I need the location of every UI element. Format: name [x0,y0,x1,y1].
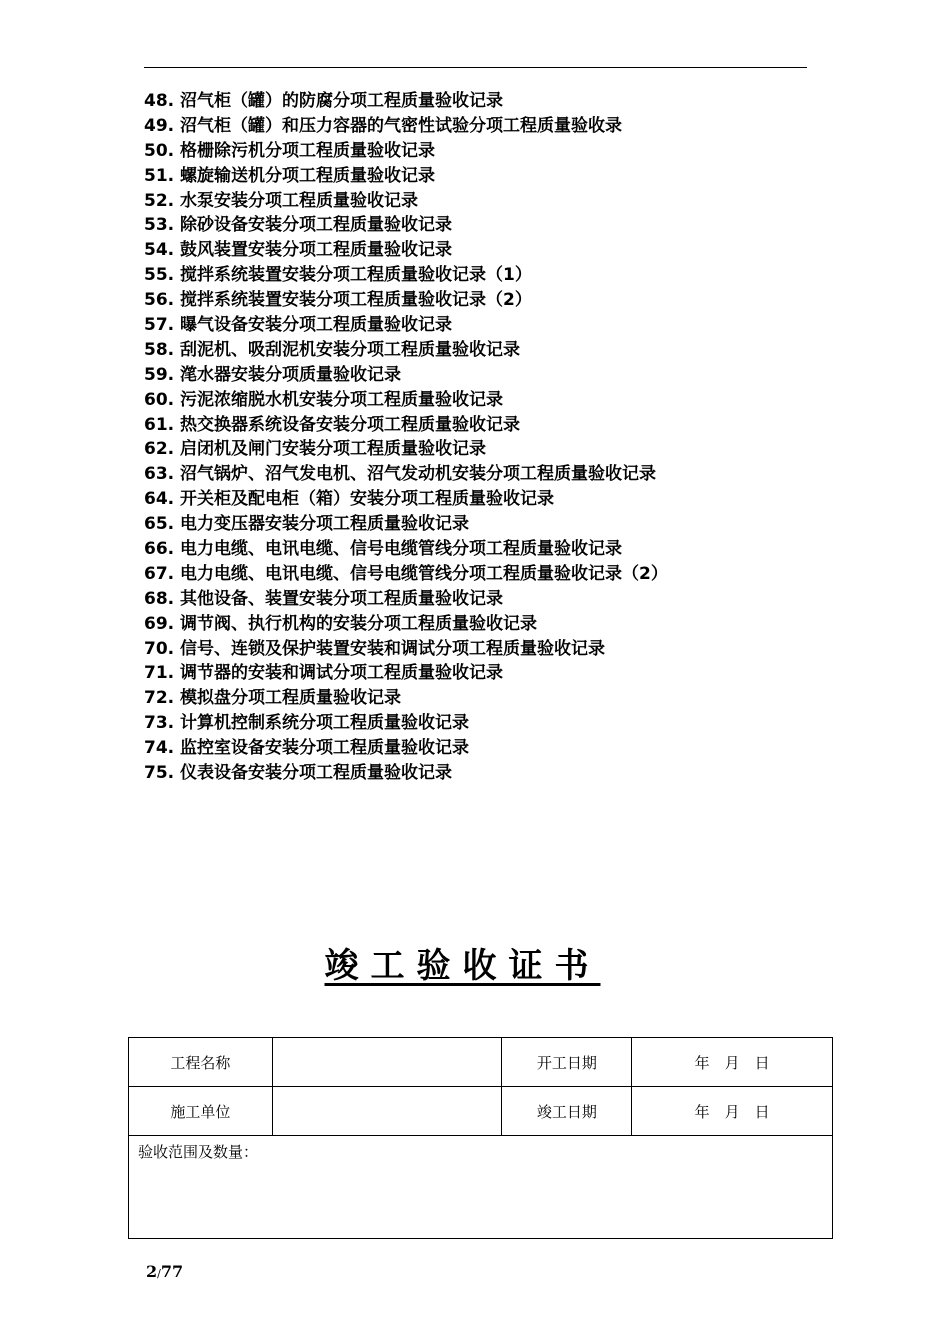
page-separator: / [157,1267,161,1280]
completion-date-label: 竣工日期 [502,1087,632,1136]
record-list-item: 56. 搅拌系统装置安装分项工程质量验收记录（2） [144,290,532,311]
page-total: 77 [160,1262,184,1281]
record-list-item: 55. 搅拌系统装置安装分项工程质量验收记录（1） [144,265,532,286]
start-date-label: 开工日期 [502,1038,632,1087]
record-list-item: 63. 沼气锅炉、沼气发电机、沼气发动机安装分项工程质量验收记录 [144,464,657,485]
record-list-item: 53. 除砂设备安装分项工程质量验收记录 [144,215,453,236]
record-list-item: 64. 开关柜及配电柜（箱）安装分项工程质量验收记录 [144,489,555,510]
record-list-item: 74. 监控室设备安装分项工程质量验收记录 [144,738,470,759]
record-list-item: 54. 鼓风装置安装分项工程质量验收记录 [144,240,453,261]
record-list-item: 66. 电力电缆、电讯电缆、信号电缆管线分项工程质量验收记录 [144,539,623,560]
record-list-item: 58. 刮泥机、吸刮泥机安装分项工程质量验收记录 [144,339,521,360]
record-list-item: 60. 污泥浓缩脱水机安装分项工程质量验收记录 [144,389,504,410]
project-name-label: 工程名称 [129,1038,273,1087]
project-name-field[interactable] [272,1038,502,1087]
record-list-item: 73. 计算机控制系统分项工程质量验收记录 [144,713,470,734]
record-list [144,89,824,786]
row-scope [129,1136,833,1239]
header-rule [144,67,807,68]
record-list-item: 57. 曝气设备安装分项工程质量验收记录 [144,315,453,336]
record-list-item: 52. 水泵安装分项工程质量验收记录 [144,190,419,211]
completion-date-field[interactable]: 年 月 日 [632,1087,833,1136]
page-number [146,1262,183,1281]
record-list-item: 51. 螺旋输送机分项工程质量验收记录 [144,165,436,186]
contractor-label: 施工单位 [129,1087,273,1136]
record-list-item: 48. 沼气柜（罐）的防腐分项工程质量验收记录 [144,91,504,111]
record-list-item: 65. 电力变压器安装分项工程质量验收记录 [144,514,470,535]
contractor-field[interactable] [272,1087,502,1136]
record-list-item: 68. 其他设备、装置安装分项工程质量验收记录 [144,588,504,609]
record-list-item: 75. 仪表设备安装分项工程质量验收记录 [144,763,453,784]
record-list-item: 72. 模拟盘分项工程质量验收记录 [144,688,402,709]
row-project [129,1038,833,1087]
page-current: 2 [146,1262,158,1281]
record-list-item: 69. 调节阀、执行机构的安装分项工程质量验收记录 [144,613,538,634]
scope-field[interactable]: 验收范围及数量： [129,1136,833,1239]
record-list-item: 49. 沼气柜（罐）和压力容器的气密性试验分项工程质量验收录 [144,115,623,136]
record-list-item: 50. 格栅除污机分项工程质量验收记录 [144,140,436,161]
start-date-field[interactable]: 年 月 日 [632,1038,833,1087]
record-list-item: 62. 启闭机及闸门安装分项工程质量验收记录 [144,439,487,460]
record-list-item: 70. 信号、连锁及保护装置安装和调试分项工程质量验收记录 [144,638,606,659]
record-list-item: 59. 滗水器安装分项质量验收记录 [144,364,402,385]
certificate-table [128,1037,833,1239]
record-list-item: 71. 调节器的安装和调试分项工程质量验收记录 [144,663,504,684]
record-list-item: 67. 电力电缆、电讯电缆、信号电缆管线分项工程质量验收记录（2） [144,563,668,584]
certificate-title: 竣工验收证书 [324,946,601,986]
record-list-item: 61. 热交换器系统设备安装分项工程质量验收记录 [144,414,521,435]
row-contractor [129,1087,833,1136]
